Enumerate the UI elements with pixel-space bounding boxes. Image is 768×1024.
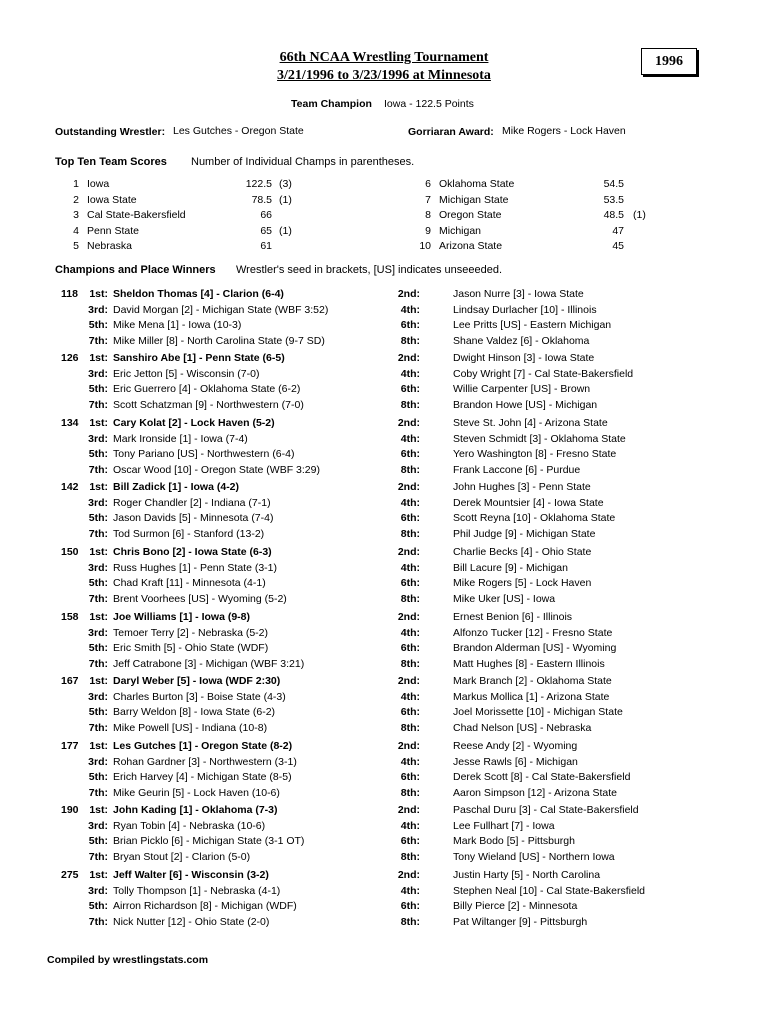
place-label: 6th: bbox=[400, 835, 420, 847]
place-winner: Reese Andy [2] - Wyoming bbox=[453, 740, 578, 752]
place-label: 6th: bbox=[400, 706, 420, 718]
champion-name: Jeff Walter [6] - Wisconsin (3-2) bbox=[113, 869, 269, 881]
team-row bbox=[0, 209, 768, 224]
place-winner: Roger Chandler [2] - Indiana (7-1) bbox=[113, 496, 271, 509]
place-winner: Yero Washington [8] - Fresno State bbox=[453, 448, 617, 460]
place-label: 5th: bbox=[88, 512, 108, 524]
team-champs: (1) bbox=[279, 193, 292, 206]
place-label: 1st: bbox=[89, 869, 108, 881]
place-winner: David Morgan [2] - Michigan State (WBF 3:52) bbox=[113, 303, 329, 316]
place-winner: Phil Judge [9] - Michigan State bbox=[453, 527, 596, 540]
place-label: 5th: bbox=[88, 835, 108, 847]
team-rank: 4 bbox=[73, 224, 79, 237]
place-winner: Mike Uker [US] - Iowa bbox=[453, 592, 556, 605]
champions-note: Wrestler's seed in brackets, [US] indicates unseeeded. bbox=[236, 264, 503, 276]
place-label: 4th: bbox=[400, 626, 420, 639]
champion-name: Cary Kolat [2] - Lock Haven (5-2) bbox=[113, 417, 275, 429]
place-label: 8th: bbox=[400, 527, 420, 540]
champion-name: Chris Bono [2] - Iowa State (6-3) bbox=[113, 546, 272, 558]
place-label: 6th: bbox=[400, 448, 420, 460]
weight-label: 190 bbox=[61, 804, 79, 816]
place-label: 5th: bbox=[88, 383, 108, 395]
outstanding-wrestler-label: Outstanding Wrestler: bbox=[55, 126, 166, 138]
place-winner: Mark Bodo [5] - Pittsburgh bbox=[453, 835, 575, 847]
team-name: Iowa State bbox=[87, 193, 137, 206]
place-label: 1st: bbox=[89, 546, 108, 558]
place-label: 1st: bbox=[89, 740, 108, 752]
team-rank: 2 bbox=[73, 193, 79, 206]
place-winner: Tod Surmon [6] - Stanford (13-2) bbox=[113, 527, 265, 540]
place-label: 3rd: bbox=[88, 561, 108, 574]
champion-name: Daryl Weber [5] - Iowa (WDF 2:30) bbox=[113, 675, 281, 687]
place-label: 5th: bbox=[88, 706, 108, 718]
place-winner: Jeff Catrabone [3] - Michigan (WBF 3:21) bbox=[113, 657, 305, 670]
team-rank: 5 bbox=[73, 240, 79, 252]
place-winner: Barry Weldon [8] - Iowa State (6-2) bbox=[113, 706, 276, 718]
place-label: 5th: bbox=[88, 900, 108, 912]
place-label: 6th: bbox=[400, 642, 420, 654]
place-label: 8th: bbox=[400, 592, 420, 605]
place-winner: Rohan Gardner [3] - Northwestern (3-1) bbox=[113, 755, 297, 768]
place-winner: Mike Rogers [5] - Lock Haven bbox=[453, 577, 592, 589]
place-winner: Russ Hughes [1] - Penn State (3-1) bbox=[113, 561, 277, 574]
place-winner: Bryan Stout [2] - Clarion (5-0) bbox=[113, 850, 251, 863]
place-winner: Markus Mollica [1] - Arizona State bbox=[453, 690, 610, 703]
place-winner: Brandon Alderman [US] - Wyoming bbox=[453, 642, 617, 654]
place-label: 3rd: bbox=[88, 690, 108, 703]
place-winner: Derek Mountsier [4] - Iowa State bbox=[453, 496, 604, 509]
place-label: 5th: bbox=[88, 642, 108, 654]
place-label: 6th: bbox=[400, 383, 420, 395]
place-label: 2nd: bbox=[397, 352, 420, 364]
place-label: 2nd: bbox=[397, 546, 420, 558]
team-score: 66 bbox=[260, 209, 272, 221]
weight-label: 142 bbox=[61, 481, 79, 493]
place-label: 6th: bbox=[400, 577, 420, 589]
champion-name: Sheldon Thomas [4] - Clarion (6-4) bbox=[113, 288, 284, 300]
place-label: 6th: bbox=[400, 771, 420, 783]
team-score: 53.5 bbox=[603, 193, 624, 206]
place-label: 3rd: bbox=[88, 303, 108, 316]
place-label: 6th: bbox=[400, 512, 420, 524]
place-label: 2nd: bbox=[397, 611, 420, 623]
place-winner: Tony Pariano [US] - Northwestern (6-4) bbox=[113, 448, 295, 460]
place-winner: Ernest Benion [6] - Illinois bbox=[453, 611, 573, 623]
weight-label: 167 bbox=[61, 675, 79, 687]
team-score: 78.5 bbox=[251, 193, 272, 206]
team-name: Oklahoma State bbox=[439, 178, 515, 190]
weight-label: 118 bbox=[61, 288, 78, 300]
place-label: 7th: bbox=[88, 721, 108, 734]
champion-name: John Kading [1] - Oklahoma (7-3) bbox=[113, 804, 278, 816]
place-label: 7th: bbox=[88, 334, 108, 347]
champion-name: Joe Williams [1] - Iowa (9-8) bbox=[113, 611, 251, 623]
place-winner: Lindsay Durlacher [10] - Illinois bbox=[453, 303, 597, 316]
place-winner: John Hughes [3] - Penn State bbox=[453, 481, 591, 493]
place-winner: Charles Burton [3] - Boise State (4-3) bbox=[113, 690, 286, 703]
place-winner: Bill Lacure [9] - Michigan bbox=[453, 561, 568, 574]
place-label: 4th: bbox=[400, 496, 420, 509]
place-winner: Jason Nurre [3] - Iowa State bbox=[453, 288, 584, 300]
place-winner: Jason Davids [5] - Minnesota (7-4) bbox=[113, 512, 274, 524]
place-winner: Erich Harvey [4] - Michigan State (8-5) bbox=[113, 771, 292, 783]
team-rank: 8 bbox=[425, 209, 431, 221]
place-winner: Brent Voorhees [US] - Wyoming (5-2) bbox=[113, 592, 287, 605]
place-winner: Derek Scott [8] - Cal State-Bakersfield bbox=[453, 771, 631, 783]
place-winner: Eric Smith [5] - Ohio State (WDF) bbox=[113, 642, 269, 654]
team-rank: 9 bbox=[425, 224, 431, 237]
team-name: Penn State bbox=[87, 224, 139, 237]
year-box: 1996 bbox=[641, 48, 697, 75]
team-name: Cal State-Bakersfield bbox=[87, 209, 186, 221]
weight-label: 275 bbox=[61, 869, 79, 881]
place-label: 4th: bbox=[400, 561, 420, 574]
place-label: 8th: bbox=[400, 786, 420, 799]
place-label: 7th: bbox=[88, 850, 108, 863]
place-winner: Tolly Thompson [1] - Nebraska (4-1) bbox=[113, 884, 281, 897]
weight-label: 134 bbox=[61, 417, 79, 429]
place-label: 6th: bbox=[400, 900, 420, 912]
place-label: 5th: bbox=[88, 319, 108, 331]
place-winner: Charlie Becks [4] - Ohio State bbox=[453, 546, 592, 558]
place-label: 4th: bbox=[400, 755, 420, 768]
team-score: 61 bbox=[260, 240, 272, 252]
place-label: 1st: bbox=[89, 352, 108, 364]
place-label: 1st: bbox=[89, 417, 108, 429]
place-label: 1st: bbox=[89, 481, 108, 493]
place-label: 1st: bbox=[89, 675, 108, 687]
champion-name: Les Gutches [1] - Oregon State (8-2) bbox=[113, 740, 293, 752]
place-label: 4th: bbox=[400, 303, 420, 316]
place-winner: Joel Morissette [10] - Michigan State bbox=[453, 706, 623, 718]
champions-heading: Champions and Place Winners bbox=[55, 264, 216, 276]
place-label: 4th: bbox=[400, 884, 420, 897]
place-winner: Justin Harty [5] - North Carolina bbox=[453, 869, 601, 881]
place-label: 7th: bbox=[88, 657, 108, 670]
place-winner: Lee Fullhart [7] - Iowa bbox=[453, 819, 555, 832]
team-champs: (3) bbox=[279, 178, 292, 190]
place-winner: Dwight Hinson [3] - Iowa State bbox=[453, 352, 595, 364]
place-winner: Ryan Tobin [4] - Nebraska (10-6) bbox=[113, 819, 266, 832]
place-winner: Frank Laccone [6] - Purdue bbox=[453, 463, 581, 476]
place-winner: Lee Pritts [US] - Eastern Michigan bbox=[453, 319, 612, 331]
place-winner: Scott Reyna [10] - Oklahoma State bbox=[453, 512, 616, 524]
team-row bbox=[0, 194, 768, 209]
place-winner: Pat Wiltanger [9] - Pittsburgh bbox=[453, 915, 588, 928]
team-score: 65 bbox=[260, 224, 272, 237]
place-winner: Billy Pierce [2] - Minnesota bbox=[453, 900, 578, 912]
team-score: 48.5 bbox=[603, 209, 624, 221]
place-label: 7th: bbox=[88, 592, 108, 605]
place-label: 3rd: bbox=[88, 367, 108, 380]
place-label: 8th: bbox=[400, 850, 420, 863]
place-label: 2nd: bbox=[397, 288, 420, 300]
place-label: 8th: bbox=[400, 334, 420, 347]
place-label: 7th: bbox=[88, 527, 108, 540]
place-winner: Eric Jetton [5] - Wisconsin (7-0) bbox=[113, 367, 260, 380]
place-label: 7th: bbox=[88, 398, 108, 411]
team-row bbox=[0, 240, 768, 255]
place-winner: Nick Nutter [12] - Ohio State (2-0) bbox=[113, 915, 270, 928]
top-ten-heading: Top Ten Team Scores bbox=[55, 156, 167, 168]
place-label: 5th: bbox=[88, 771, 108, 783]
team-name: Iowa bbox=[87, 178, 110, 190]
place-winner: Matt Hughes [8] - Eastern Illinois bbox=[453, 657, 605, 670]
gorriaran-award-label: Gorriaran Award: bbox=[408, 126, 494, 138]
place-label: 2nd: bbox=[397, 417, 420, 429]
place-winner: Shane Valdez [6] - Oklahoma bbox=[453, 334, 590, 347]
place-winner: Mark Branch [2] - Oklahoma State bbox=[453, 675, 612, 687]
team-rank: 6 bbox=[425, 178, 431, 190]
place-label: 2nd: bbox=[397, 869, 420, 881]
team-name: Arizona State bbox=[439, 240, 503, 252]
team-score: 122.5 bbox=[245, 178, 272, 190]
place-label: 4th: bbox=[400, 690, 420, 703]
place-label: 1st: bbox=[89, 288, 108, 300]
place-winner: Paschal Duru [3] - Cal State-Bakersfield bbox=[453, 804, 639, 816]
place-winner: Brian Picklo [6] - Michigan State (3-1 OT) bbox=[113, 835, 305, 847]
place-label: 1st: bbox=[89, 804, 108, 816]
place-winner: Chad Nelson [US] - Nebraska bbox=[453, 721, 592, 734]
place-winner: Jesse Rawls [6] - Michigan bbox=[453, 755, 578, 768]
team-name: Michigan bbox=[439, 224, 482, 237]
weight-label: 126 bbox=[61, 352, 79, 364]
place-winner: Tony Wieland [US] - Northern Iowa bbox=[453, 850, 615, 863]
title-line-1: 66th NCAA Wrestling Tournament bbox=[279, 50, 489, 65]
place-label: 3rd: bbox=[88, 626, 108, 639]
place-winner: Alfonzo Tucker [12] - Fresno State bbox=[453, 626, 613, 639]
place-winner: Temoer Terry [2] - Nebraska (5-2) bbox=[113, 626, 269, 639]
team-rank: 3 bbox=[73, 209, 79, 221]
team-rank: 10 bbox=[419, 240, 431, 252]
place-label: 5th: bbox=[88, 577, 108, 589]
place-label: 1st: bbox=[89, 611, 108, 623]
place-label: 3rd: bbox=[88, 432, 108, 445]
place-winner: Aaron Simpson [12] - Arizona State bbox=[453, 786, 618, 799]
place-label: 2nd: bbox=[397, 740, 420, 752]
weight-label: 158 bbox=[61, 611, 79, 623]
place-label: 8th: bbox=[400, 463, 420, 476]
champion-name: Bill Zadick [1] - Iowa (4-2) bbox=[113, 481, 240, 493]
place-label: 8th: bbox=[400, 657, 420, 670]
team-score: 54.5 bbox=[603, 178, 624, 190]
place-winner: Mike Mena [1] - Iowa (10-3) bbox=[113, 319, 242, 331]
place-winner: Scott Schatzman [9] - Northwestern (7-0) bbox=[113, 398, 304, 411]
place-winner: Chad Kraft [11] - Minnesota (4-1) bbox=[113, 577, 266, 589]
place-label: 3rd: bbox=[88, 755, 108, 768]
team-name: Michigan State bbox=[439, 193, 509, 206]
place-label: 6th: bbox=[400, 319, 420, 331]
place-label: 2nd: bbox=[397, 675, 420, 687]
top-ten-note: Number of Individual Champs in parentheses. bbox=[191, 156, 415, 168]
place-label: 3rd: bbox=[88, 819, 108, 832]
team-score: 47 bbox=[612, 224, 624, 237]
champion-name: Sanshiro Abe [1] - Penn State (6-5) bbox=[113, 352, 285, 364]
place-label: 7th: bbox=[88, 786, 108, 799]
title-line-2: 3/21/1996 to 3/23/1996 at Minnesota bbox=[277, 68, 491, 83]
team-rank: 1 bbox=[73, 178, 79, 190]
place-label: 5th: bbox=[88, 448, 108, 460]
team-row bbox=[0, 225, 768, 240]
weight-label: 177 bbox=[61, 740, 79, 752]
place-winner: Mike Miller [8] - North Carolina State (9-7 SD) bbox=[113, 334, 325, 347]
place-label: 3rd: bbox=[88, 884, 108, 897]
team-champion-label: Team Champion bbox=[291, 98, 372, 110]
gorriaran-award-value: Mike Rogers - Lock Haven bbox=[502, 125, 626, 137]
place-winner: Steve St. John [4] - Arizona State bbox=[453, 417, 608, 429]
outstanding-wrestler-value: Les Gutches - Oregon State bbox=[173, 125, 304, 137]
team-rank: 7 bbox=[425, 193, 431, 206]
place-label: 4th: bbox=[400, 432, 420, 445]
team-name: Oregon State bbox=[439, 209, 502, 221]
place-label: 7th: bbox=[88, 463, 108, 476]
place-label: 4th: bbox=[400, 819, 420, 832]
place-winner: Steven Schmidt [3] - Oklahoma State bbox=[453, 432, 626, 445]
team-champion-value: Iowa - 122.5 Points bbox=[384, 98, 474, 110]
weight-label: 150 bbox=[61, 546, 79, 558]
place-winner: Coby Wright [7] - Cal State-Bakersfield bbox=[453, 367, 634, 380]
team-row bbox=[0, 178, 768, 193]
place-winner: Brandon Howe [US] - Michigan bbox=[453, 398, 598, 411]
place-winner: Eric Guerrero [4] - Oklahoma State (6-2) bbox=[113, 383, 301, 395]
footer-compiled-by: Compiled by wrestlingstats.com bbox=[47, 954, 209, 966]
place-winner: Mark Ironside [1] - Iowa (7-4) bbox=[113, 432, 248, 445]
place-winner: Oscar Wood [10] - Oregon State (WBF 3:29) bbox=[113, 463, 320, 476]
place-winner: Mike Powell [US] - Indiana (10-8) bbox=[113, 721, 268, 734]
place-winner: Stephen Neal [10] - Cal State-Bakersfield bbox=[453, 884, 646, 897]
team-champs: (1) bbox=[633, 209, 646, 221]
team-champs: (1) bbox=[279, 224, 292, 237]
place-label: 4th: bbox=[400, 367, 420, 380]
team-name: Nebraska bbox=[87, 240, 132, 252]
place-label: 3rd: bbox=[88, 496, 108, 509]
place-label: 8th: bbox=[400, 915, 420, 928]
place-label: 8th: bbox=[400, 721, 420, 734]
team-score: 45 bbox=[612, 240, 624, 252]
place-label: 2nd: bbox=[397, 481, 420, 493]
place-label: 7th: bbox=[88, 915, 108, 928]
place-label: 8th: bbox=[400, 398, 420, 411]
place-winner: Airron Richardson [8] - Michigan (WDF) bbox=[113, 900, 297, 912]
place-label: 2nd: bbox=[397, 804, 420, 816]
place-winner: Mike Geurin [5] - Lock Haven (10-6) bbox=[113, 786, 280, 799]
place-winner: Willie Carpenter [US] - Brown bbox=[453, 383, 591, 395]
